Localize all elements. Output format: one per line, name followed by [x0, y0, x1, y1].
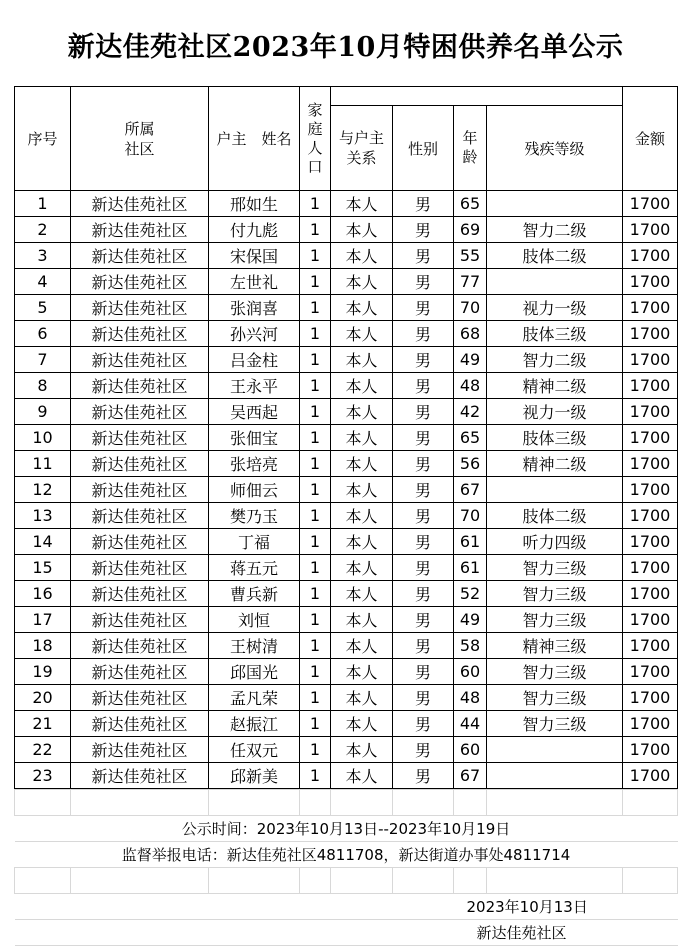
row-age: 60	[454, 659, 487, 685]
row-owner-name: 吕金柱	[209, 347, 300, 373]
row-household: 1	[300, 191, 331, 217]
row-amount: 1700	[623, 581, 678, 607]
row-household: 1	[300, 581, 331, 607]
row-amount: 1700	[623, 243, 678, 269]
table-row	[15, 633, 678, 659]
row-disability	[487, 737, 623, 763]
row-household: 1	[300, 399, 331, 425]
row-gender: 男	[393, 243, 454, 269]
row-relation: 本人	[331, 399, 393, 425]
row-gender: 男	[393, 737, 454, 763]
row-amount: 1700	[623, 373, 678, 399]
row-owner-name: 丁福	[209, 529, 300, 555]
row-amount: 1700	[623, 763, 678, 789]
table-row	[15, 659, 678, 685]
row-household: 1	[300, 295, 331, 321]
row-gender: 男	[393, 191, 454, 217]
header-age: 年龄	[454, 106, 487, 191]
header-relation: 与户主关系	[331, 106, 393, 191]
row-age: 55	[454, 243, 487, 269]
row-household: 1	[300, 555, 331, 581]
row-community: 新达佳苑社区	[71, 607, 209, 633]
row-seq: 14	[15, 529, 71, 555]
row-amount: 1700	[623, 529, 678, 555]
row-household: 1	[300, 659, 331, 685]
row-relation: 本人	[331, 373, 393, 399]
row-community: 新达佳苑社区	[71, 685, 209, 711]
row-age: 44	[454, 711, 487, 737]
row-community: 新达佳苑社区	[71, 243, 209, 269]
row-owner-name: 曹兵新	[209, 581, 300, 607]
row-household: 1	[300, 243, 331, 269]
row-age: 65	[454, 425, 487, 451]
header-gender: 性别	[393, 106, 454, 191]
row-community: 新达佳苑社区	[71, 451, 209, 477]
row-household: 1	[300, 477, 331, 503]
table-row	[15, 191, 678, 217]
table-row	[15, 607, 678, 633]
row-amount: 1700	[623, 269, 678, 295]
row-owner-name: 赵振江	[209, 711, 300, 737]
row-amount: 1700	[623, 503, 678, 529]
row-age: 70	[454, 295, 487, 321]
row-gender: 男	[393, 763, 454, 789]
row-disability: 智力二级	[487, 217, 623, 243]
row-seq: 8	[15, 373, 71, 399]
row-seq: 9	[15, 399, 71, 425]
row-relation: 本人	[331, 529, 393, 555]
row-relation: 本人	[331, 425, 393, 451]
row-household: 1	[300, 711, 331, 737]
row-age: 49	[454, 607, 487, 633]
row-seq: 12	[15, 477, 71, 503]
row-age: 52	[454, 581, 487, 607]
row-gender: 男	[393, 451, 454, 477]
row-community: 新达佳苑社区	[71, 529, 209, 555]
header-disability: 残疾等级	[487, 106, 623, 191]
row-disability	[487, 763, 623, 789]
row-owner-name: 付九彪	[209, 217, 300, 243]
row-household: 1	[300, 373, 331, 399]
row-community: 新达佳苑社区	[71, 581, 209, 607]
row-age: 48	[454, 685, 487, 711]
row-community: 新达佳苑社区	[71, 399, 209, 425]
row-gender: 男	[393, 321, 454, 347]
header-group-blank	[331, 87, 623, 106]
row-gender: 男	[393, 685, 454, 711]
row-gender: 男	[393, 607, 454, 633]
table-row	[15, 425, 678, 451]
row-seq: 13	[15, 503, 71, 529]
row-amount: 1700	[623, 685, 678, 711]
table-row	[15, 399, 678, 425]
row-amount: 1700	[623, 659, 678, 685]
row-seq: 23	[15, 763, 71, 789]
footer-area	[14, 789, 678, 946]
row-age: 68	[454, 321, 487, 347]
row-seq: 4	[15, 269, 71, 295]
row-gender: 男	[393, 503, 454, 529]
row-community: 新达佳苑社区	[71, 373, 209, 399]
row-age: 58	[454, 633, 487, 659]
row-seq: 19	[15, 659, 71, 685]
row-owner-name: 张佃宝	[209, 425, 300, 451]
row-community: 新达佳苑社区	[71, 321, 209, 347]
roster-table	[14, 86, 678, 789]
table-row	[15, 737, 678, 763]
row-gender: 男	[393, 295, 454, 321]
table-row	[15, 685, 678, 711]
table-row	[15, 451, 678, 477]
row-relation: 本人	[331, 191, 393, 217]
row-community: 新达佳苑社区	[71, 659, 209, 685]
row-community: 新达佳苑社区	[71, 763, 209, 789]
row-community: 新达佳苑社区	[71, 217, 209, 243]
row-age: 77	[454, 269, 487, 295]
row-owner-name: 孙兴河	[209, 321, 300, 347]
row-community: 新达佳苑社区	[71, 425, 209, 451]
row-disability: 精神二级	[487, 373, 623, 399]
table-row	[15, 321, 678, 347]
row-household: 1	[300, 321, 331, 347]
row-community: 新达佳苑社区	[71, 633, 209, 659]
row-gender: 男	[393, 425, 454, 451]
row-disability: 肢体三级	[487, 321, 623, 347]
row-seq: 2	[15, 217, 71, 243]
table-row	[15, 269, 678, 295]
row-age: 42	[454, 399, 487, 425]
row-gender: 男	[393, 269, 454, 295]
row-relation: 本人	[331, 659, 393, 685]
row-household: 1	[300, 737, 331, 763]
row-owner-name: 王永平	[209, 373, 300, 399]
table-row	[15, 347, 678, 373]
row-relation: 本人	[331, 269, 393, 295]
notice-hotline: 监督举报电话：新达佳苑社区4811708，新达街道办事处4811714	[15, 842, 678, 868]
row-disability: 听力四级	[487, 529, 623, 555]
row-household: 1	[300, 451, 331, 477]
row-gender: 男	[393, 659, 454, 685]
row-community: 新达佳苑社区	[71, 737, 209, 763]
row-seq: 20	[15, 685, 71, 711]
row-community: 新达佳苑社区	[71, 711, 209, 737]
row-owner-name: 邱国光	[209, 659, 300, 685]
row-owner-name: 宋保国	[209, 243, 300, 269]
row-relation: 本人	[331, 711, 393, 737]
row-disability: 智力三级	[487, 581, 623, 607]
row-household: 1	[300, 217, 331, 243]
row-community: 新达佳苑社区	[71, 269, 209, 295]
row-age: 48	[454, 373, 487, 399]
row-age: 67	[454, 477, 487, 503]
row-owner-name: 张培亮	[209, 451, 300, 477]
row-seq: 3	[15, 243, 71, 269]
page-title: 新达佳苑社区2023年10月特困供养名单公示	[67, 32, 624, 63]
row-household: 1	[300, 633, 331, 659]
table-row	[15, 581, 678, 607]
row-seq: 1	[15, 191, 71, 217]
row-community: 新达佳苑社区	[71, 503, 209, 529]
row-amount: 1700	[623, 399, 678, 425]
notice-date: 2023年10月13日	[15, 894, 678, 920]
row-household: 1	[300, 529, 331, 555]
row-owner-name: 邢如生	[209, 191, 300, 217]
row-age: 70	[454, 503, 487, 529]
row-disability: 视力一级	[487, 399, 623, 425]
row-disability: 智力三级	[487, 711, 623, 737]
row-owner-name: 张润喜	[209, 295, 300, 321]
notice-issuer: 新达佳苑社区	[15, 920, 678, 946]
row-age: 61	[454, 555, 487, 581]
row-disability: 肢体二级	[487, 503, 623, 529]
row-disability: 智力三级	[487, 685, 623, 711]
row-disability: 肢体二级	[487, 243, 623, 269]
row-gender: 男	[393, 347, 454, 373]
row-disability: 肢体三级	[487, 425, 623, 451]
spreadsheet	[14, 0, 677, 946]
row-relation: 本人	[331, 451, 393, 477]
row-owner-name: 蒋五元	[209, 555, 300, 581]
row-owner-name: 樊乃玉	[209, 503, 300, 529]
header-household: 家庭人口	[300, 87, 331, 191]
row-household: 1	[300, 347, 331, 373]
row-household: 1	[300, 269, 331, 295]
row-gender: 男	[393, 711, 454, 737]
row-owner-name: 邱新美	[209, 763, 300, 789]
row-disability	[487, 477, 623, 503]
row-seq: 15	[15, 555, 71, 581]
row-amount: 1700	[623, 425, 678, 451]
row-seq: 7	[15, 347, 71, 373]
row-age: 69	[454, 217, 487, 243]
header-owner: 户主 姓名	[209, 87, 300, 191]
row-gender: 男	[393, 399, 454, 425]
row-disability	[487, 269, 623, 295]
row-gender: 男	[393, 477, 454, 503]
row-seq: 16	[15, 581, 71, 607]
row-household: 1	[300, 763, 331, 789]
notice-period: 公示时间：2023年10月13日--2023年10月19日	[15, 816, 678, 842]
row-relation: 本人	[331, 295, 393, 321]
row-gender: 男	[393, 555, 454, 581]
row-disability: 精神二级	[487, 451, 623, 477]
row-owner-name: 左世礼	[209, 269, 300, 295]
row-gender: 男	[393, 581, 454, 607]
table-row	[15, 763, 678, 789]
table-row	[15, 243, 678, 269]
row-relation: 本人	[331, 607, 393, 633]
row-seq: 22	[15, 737, 71, 763]
row-relation: 本人	[331, 503, 393, 529]
table-row	[15, 711, 678, 737]
row-relation: 本人	[331, 347, 393, 373]
row-relation: 本人	[331, 555, 393, 581]
row-community: 新达佳苑社区	[71, 347, 209, 373]
row-owner-name: 王树清	[209, 633, 300, 659]
row-relation: 本人	[331, 477, 393, 503]
table-row	[15, 217, 678, 243]
row-amount: 1700	[623, 737, 678, 763]
row-community: 新达佳苑社区	[71, 555, 209, 581]
row-amount: 1700	[623, 477, 678, 503]
row-gender: 男	[393, 373, 454, 399]
table-row	[15, 555, 678, 581]
row-community: 新达佳苑社区	[71, 295, 209, 321]
row-gender: 男	[393, 529, 454, 555]
row-disability	[487, 191, 623, 217]
row-amount: 1700	[623, 321, 678, 347]
table-row	[15, 503, 678, 529]
row-amount: 1700	[623, 711, 678, 737]
row-owner-name: 孟凡荣	[209, 685, 300, 711]
row-amount: 1700	[623, 607, 678, 633]
table-row	[15, 295, 678, 321]
row-relation: 本人	[331, 633, 393, 659]
row-seq: 18	[15, 633, 71, 659]
row-disability: 视力一级	[487, 295, 623, 321]
row-age: 49	[454, 347, 487, 373]
row-amount: 1700	[623, 451, 678, 477]
row-household: 1	[300, 503, 331, 529]
row-age: 67	[454, 763, 487, 789]
row-owner-name: 任双元	[209, 737, 300, 763]
row-amount: 1700	[623, 555, 678, 581]
row-relation: 本人	[331, 763, 393, 789]
row-household: 1	[300, 607, 331, 633]
header-seq: 序号	[15, 87, 71, 191]
row-relation: 本人	[331, 581, 393, 607]
row-relation: 本人	[331, 321, 393, 347]
row-disability: 精神三级	[487, 633, 623, 659]
row-seq: 6	[15, 321, 71, 347]
row-community: 新达佳苑社区	[71, 477, 209, 503]
row-relation: 本人	[331, 243, 393, 269]
row-amount: 1700	[623, 217, 678, 243]
row-seq: 11	[15, 451, 71, 477]
row-seq: 21	[15, 711, 71, 737]
row-age: 56	[454, 451, 487, 477]
row-relation: 本人	[331, 217, 393, 243]
table-row	[15, 373, 678, 399]
row-disability: 智力三级	[487, 555, 623, 581]
table-row	[15, 477, 678, 503]
row-gender: 男	[393, 217, 454, 243]
row-gender: 男	[393, 633, 454, 659]
row-disability: 智力三级	[487, 607, 623, 633]
row-amount: 1700	[623, 633, 678, 659]
row-seq: 17	[15, 607, 71, 633]
row-community: 新达佳苑社区	[71, 191, 209, 217]
row-disability: 智力三级	[487, 659, 623, 685]
row-relation: 本人	[331, 737, 393, 763]
row-disability: 智力二级	[487, 347, 623, 373]
row-seq: 5	[15, 295, 71, 321]
row-amount: 1700	[623, 191, 678, 217]
row-owner-name: 刘恒	[209, 607, 300, 633]
row-household: 1	[300, 425, 331, 451]
row-amount: 1700	[623, 295, 678, 321]
row-amount: 1700	[623, 347, 678, 373]
header-community: 所属 社区	[71, 87, 209, 191]
header-amount: 金额	[623, 87, 678, 191]
row-age: 65	[454, 191, 487, 217]
row-age: 61	[454, 529, 487, 555]
row-seq: 10	[15, 425, 71, 451]
row-owner-name: 师佃云	[209, 477, 300, 503]
table-row	[15, 529, 678, 555]
row-relation: 本人	[331, 685, 393, 711]
row-household: 1	[300, 685, 331, 711]
row-age: 60	[454, 737, 487, 763]
row-owner-name: 吴西起	[209, 399, 300, 425]
